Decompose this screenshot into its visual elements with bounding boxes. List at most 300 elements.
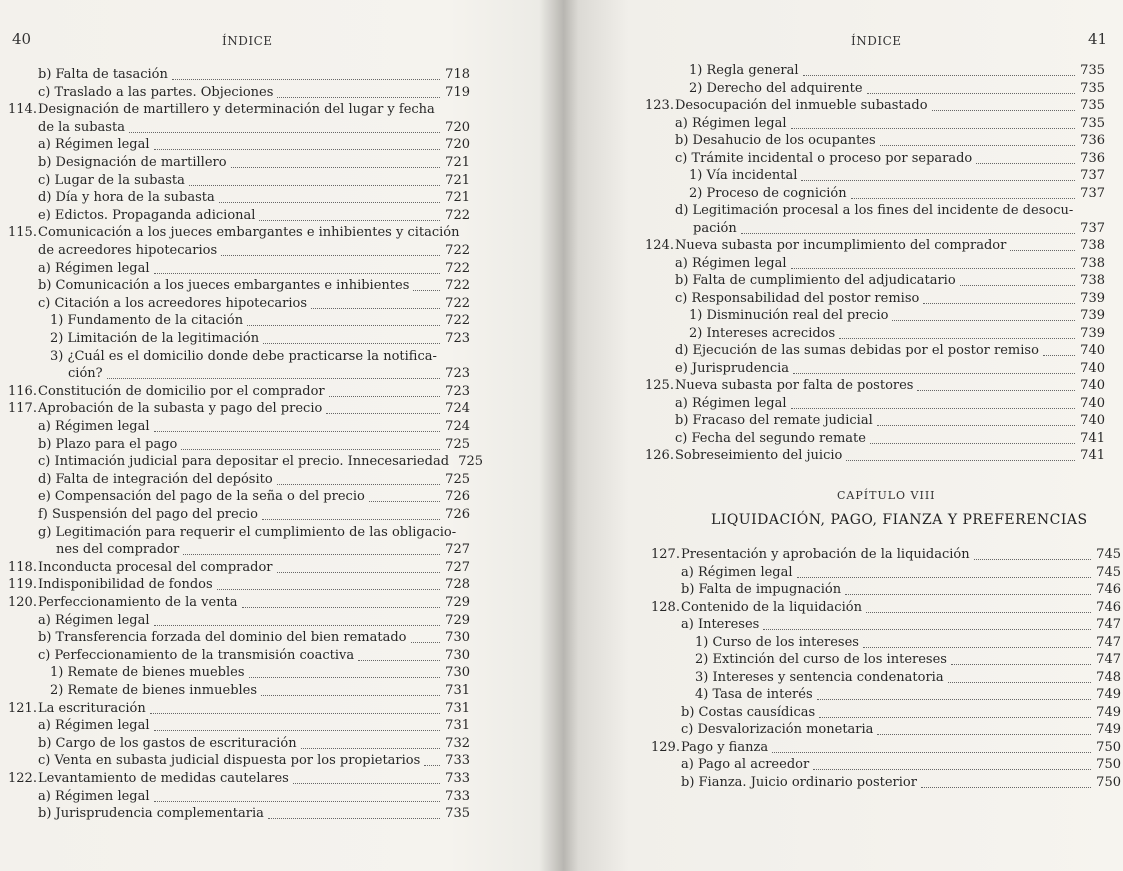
dot-leader xyxy=(154,419,440,432)
toc-entry xyxy=(675,342,1105,360)
dot-leader xyxy=(219,190,440,203)
toc-entry-title: 2) Extinción del curso de los intereses xyxy=(695,652,947,667)
toc-entry-title: b) Costas causídicas xyxy=(681,704,816,720)
dot-leader xyxy=(154,261,440,274)
dot-leader xyxy=(1043,343,1075,356)
toc-entry-page: 737 xyxy=(1080,168,1105,183)
toc-entry-title: 3) ¿Cuál es el domicilio donde debe practicarse la notifica- xyxy=(50,348,437,364)
toc-entry xyxy=(38,154,470,172)
toc-entry-title: g) Legitimación para requerir el cumplimiento de las obligacio- xyxy=(38,524,457,540)
toc-entry-page: 740 xyxy=(1080,413,1105,428)
toc-entry-page: 722 xyxy=(445,295,470,311)
toc-entry-page: 735 xyxy=(1080,98,1105,113)
toc-entry xyxy=(8,594,470,612)
toc-entry-page: 749 xyxy=(1096,687,1121,702)
toc-entry-title: b) Fianza. Juicio ordinario posterior xyxy=(681,774,917,790)
toc-entry-page: 731 xyxy=(445,683,470,698)
toc-entry-page: 723 xyxy=(445,383,470,399)
dot-leader xyxy=(217,577,440,590)
toc-entry-title: 3) Intereses y sentencia condenatoria xyxy=(695,669,944,685)
dot-leader xyxy=(791,116,1075,129)
dot-leader xyxy=(1010,238,1075,251)
toc-entry xyxy=(681,756,1121,774)
toc-entry xyxy=(38,629,470,647)
toc-entry-title: d) Legitimación procesal a los fines del incidente de desocu- xyxy=(675,203,1074,218)
toc-entry-page: 730 xyxy=(445,630,470,646)
dot-leader xyxy=(846,448,1075,461)
toc-entry-number: 123. xyxy=(645,98,674,113)
toc-entry xyxy=(689,325,1105,343)
dot-leader xyxy=(803,63,1075,76)
dot-leader xyxy=(424,753,440,766)
toc-entry-title: c) Perfeccionamiento de la transmisión coactiva xyxy=(38,647,355,663)
toc-entry-page: 719 xyxy=(445,84,470,100)
dot-leader xyxy=(741,221,1075,234)
toc-entry-title: b) Falta de tasación xyxy=(38,67,168,82)
dot-leader xyxy=(801,168,1075,181)
toc-entry-page: 739 xyxy=(1080,290,1105,306)
toc-entry xyxy=(689,80,1105,98)
toc-entry xyxy=(38,488,470,506)
dot-leader xyxy=(311,296,440,309)
toc-entry-title: b) Jurisprudencia complementaria xyxy=(38,806,264,822)
toc-entry-title: Constitución de domicilio por el comprador xyxy=(38,383,325,399)
toc-entry xyxy=(38,805,470,823)
toc-entry-page: 738 xyxy=(1080,273,1105,288)
toc-entry-title: Sobreseimiento del juicio xyxy=(675,448,843,463)
toc-entry xyxy=(38,136,470,154)
toc-entry-page: 730 xyxy=(445,665,470,681)
dot-leader xyxy=(369,489,440,502)
toc-entry-title: a) Intereses xyxy=(681,617,760,632)
toc-entry-title: 1) Vía incidental xyxy=(689,168,798,183)
toc-entry xyxy=(675,290,1105,308)
toc-entry-page: 735 xyxy=(1080,80,1105,96)
toc-entry-number: 122. xyxy=(8,771,37,786)
toc-entry xyxy=(38,506,470,524)
toc-entry-page: 733 xyxy=(445,788,470,804)
page-number: 40 xyxy=(12,30,32,48)
toc-entry xyxy=(645,237,1105,255)
dot-leader xyxy=(892,308,1075,321)
toc-entry xyxy=(38,524,456,542)
toc-entry-page: 733 xyxy=(445,771,470,786)
toc-entry-title: c) Desvalorización monetaria xyxy=(681,722,874,737)
toc-entry-page: 727 xyxy=(445,559,470,575)
right-page xyxy=(565,0,1123,871)
toc-entry xyxy=(8,559,470,577)
toc-entry xyxy=(695,651,1121,669)
toc-entry xyxy=(68,365,470,383)
toc-entry xyxy=(50,682,470,700)
toc-entry xyxy=(675,272,1105,290)
toc-entry-page: 722 xyxy=(445,278,470,294)
toc-entry-title: Levantamiento de medidas cautelares xyxy=(38,771,289,786)
dot-leader xyxy=(763,617,1091,630)
toc-entry-page: 731 xyxy=(445,718,470,734)
dot-leader xyxy=(154,718,440,731)
toc-entry-number: 125. xyxy=(645,378,674,393)
toc-entry-page: 737 xyxy=(1080,220,1105,236)
toc-entry-title: La escrituración xyxy=(38,700,146,716)
dot-leader xyxy=(221,243,440,256)
toc-entry-title: Desocupación del inmueble subastado xyxy=(675,98,928,113)
toc-entry-page: 738 xyxy=(1080,255,1105,271)
toc-entry-title: Inconducta procesal del comprador xyxy=(38,559,273,575)
dot-leader xyxy=(921,775,1091,788)
toc-entry-page: 721 xyxy=(445,155,470,170)
toc-entry-number: 115. xyxy=(8,225,37,241)
toc-entry-number: 126. xyxy=(645,448,674,463)
dot-leader xyxy=(917,378,1075,391)
toc-entry xyxy=(38,66,470,84)
toc-entry xyxy=(38,735,470,753)
toc-entry xyxy=(38,295,470,313)
toc-entry-title: a) Pago al acreedor xyxy=(681,757,810,772)
toc-entry-page: 738 xyxy=(1080,238,1105,253)
dot-leader xyxy=(948,670,1091,683)
toc-entry xyxy=(38,647,470,665)
toc-entry-title: c) Responsabilidad del postor remiso xyxy=(675,290,920,306)
dot-leader xyxy=(813,757,1091,770)
toc-entry-number: 124. xyxy=(645,238,674,253)
toc-entry xyxy=(38,612,470,630)
toc-entry-page: 729 xyxy=(445,595,470,610)
toc-entry xyxy=(645,447,1105,465)
toc-entry xyxy=(8,770,470,788)
dot-leader xyxy=(960,273,1075,286)
toc-entry-title: d) Falta de integración del depósito xyxy=(38,471,273,487)
toc-entry-title: b) Falta de impugnación xyxy=(681,582,842,597)
toc-entry-title: e) Compensación del pago de la seña o del precio xyxy=(38,489,365,505)
toc-entry xyxy=(689,185,1105,203)
toc-entry-page: 739 xyxy=(1080,308,1105,323)
toc-entry-page: 722 xyxy=(445,243,470,258)
chapter-title: LIQUIDACIÓN, PAGO, FIANZA Y PREFERENCIAS xyxy=(711,512,1088,528)
toc-entry xyxy=(8,101,435,119)
toc-entry-title: a) Régimen legal xyxy=(38,718,150,734)
dot-leader xyxy=(293,771,440,784)
toc-entry-page: 736 xyxy=(1080,150,1105,166)
toc-entry xyxy=(38,788,470,806)
dot-leader xyxy=(172,67,440,80)
toc-entry-number: 129. xyxy=(651,739,680,755)
toc-entry-title: nes del comprador xyxy=(56,542,180,558)
toc-entry xyxy=(651,546,1121,564)
toc-entry-number: 116. xyxy=(8,383,37,399)
toc-entry-title: b) Designación de martillero xyxy=(38,155,227,170)
toc-entry-title: a) Régimen legal xyxy=(38,612,150,628)
toc-entry-page: 722 xyxy=(445,313,470,329)
toc-entry-title: 2) Remate de bienes inmuebles xyxy=(50,683,258,698)
dot-leader xyxy=(932,98,1075,111)
dot-leader xyxy=(183,542,440,555)
toc-entry-number: 114. xyxy=(8,102,37,118)
toc-entry-title: Perfeccionamiento de la venta xyxy=(38,595,238,610)
toc-entry xyxy=(38,207,470,225)
toc-entry-number: 117. xyxy=(8,401,37,417)
toc-entry-title: b) Plazo para el pago xyxy=(38,436,178,452)
toc-entry-title: 4) Tasa de interés xyxy=(695,687,813,702)
toc-entry-page: 732 xyxy=(445,735,470,751)
toc-entry-page: 747 xyxy=(1096,617,1121,632)
toc-entry-title: c) Trámite incidental o proceso por separado xyxy=(675,150,973,166)
toc-entry xyxy=(689,62,1105,80)
dot-leader xyxy=(839,326,1075,339)
toc-entry xyxy=(50,664,470,682)
toc-entry-page: 750 xyxy=(1096,757,1121,772)
toc-entry xyxy=(38,119,470,137)
dot-leader xyxy=(154,789,440,802)
toc-entry-title: b) Desahucio de los ocupantes xyxy=(675,133,876,148)
toc-entry xyxy=(38,752,470,770)
dot-leader xyxy=(797,565,1091,578)
toc-entry-title: c) Venta en subasta judicial dispuesta por los propietarios xyxy=(38,753,421,769)
toc-entry-page: 718 xyxy=(445,67,470,82)
toc-entry-page: 741 xyxy=(1080,430,1105,446)
toc-entry xyxy=(8,576,470,594)
dot-leader xyxy=(877,413,1075,426)
toc-entry-page: 729 xyxy=(445,612,470,628)
toc-entry xyxy=(695,686,1121,704)
toc-entry xyxy=(50,330,470,348)
toc-entry xyxy=(50,348,437,366)
toc-entry-page: 725 xyxy=(445,471,470,487)
toc-entry-page: 731 xyxy=(445,700,470,716)
toc-entry-title: 2) Proceso de cognición xyxy=(689,185,847,201)
toc-entry-title: e) Edictos. Propaganda adicional xyxy=(38,207,256,223)
toc-entry-page: 725 xyxy=(458,454,484,470)
toc-entry-title: a) Régimen legal xyxy=(38,419,150,434)
toc-entry xyxy=(681,581,1121,599)
toc-entry-page: 740 xyxy=(1080,378,1105,393)
dot-leader xyxy=(772,740,1091,753)
toc-entry xyxy=(8,700,470,718)
toc-entry xyxy=(645,97,1105,115)
toc-entry-page: 750 xyxy=(1096,774,1121,790)
dot-leader xyxy=(413,278,440,291)
toc-entry xyxy=(675,150,1105,168)
toc-entry-page: 750 xyxy=(1096,739,1121,755)
dot-leader xyxy=(793,361,1075,374)
toc-entry-title: c) Citación a los acreedores hipotecarios xyxy=(38,295,307,311)
toc-entry xyxy=(38,418,470,436)
toc-entry-page: 723 xyxy=(445,366,470,382)
dot-leader xyxy=(851,186,1075,199)
toc-entry-page: 736 xyxy=(1080,133,1105,148)
dot-leader xyxy=(231,155,440,168)
running-head: ÍNDICE xyxy=(851,34,902,48)
toc-entry xyxy=(681,721,1121,739)
dot-leader xyxy=(951,652,1091,665)
toc-entry-title: c) Lugar de la subasta xyxy=(38,172,185,188)
toc-entry-title: pación xyxy=(693,220,737,236)
toc-entry-title: Presentación y aprobación de la liquidación xyxy=(681,547,970,562)
dot-leader xyxy=(242,595,440,608)
dot-leader xyxy=(866,600,1091,613)
toc-entry-page: 728 xyxy=(445,577,470,593)
toc-entry-title: c) Fecha del segundo remate xyxy=(675,430,866,446)
toc-entry-page: 740 xyxy=(1080,395,1105,411)
toc-entry xyxy=(675,202,1073,220)
toc-entry-page: 721 xyxy=(445,190,470,206)
toc-entry-title: Indisponibilidad de fondos xyxy=(38,577,213,593)
toc-entry-number: 120. xyxy=(8,595,37,610)
toc-entry-page: 724 xyxy=(445,401,470,417)
page-number: 41 xyxy=(1088,30,1108,48)
toc-entry-number: 121. xyxy=(8,700,37,716)
toc-entry-page: 735 xyxy=(445,806,470,822)
dot-leader xyxy=(249,665,440,678)
dot-leader xyxy=(867,81,1075,94)
toc-entry-page: 746 xyxy=(1096,599,1121,615)
toc-entry xyxy=(681,774,1121,792)
toc-entry xyxy=(675,412,1105,430)
running-head: ÍNDICE xyxy=(222,34,273,48)
toc-entry-page: 725 xyxy=(445,436,470,452)
toc-entry xyxy=(695,669,1121,687)
toc-entry-page: 747 xyxy=(1096,634,1121,650)
toc-entry-title: 1) Regla general xyxy=(689,63,799,78)
dot-leader xyxy=(870,431,1075,444)
toc-entry-title: a) Régimen legal xyxy=(675,255,787,271)
toc-entry-title: d) Ejecución de las sumas debidas por el postor remiso xyxy=(675,343,1039,358)
toc-entry-page: 721 xyxy=(445,172,470,188)
toc-entry xyxy=(681,616,1121,634)
toc-entry-page: 745 xyxy=(1096,564,1121,580)
dot-leader xyxy=(791,256,1075,269)
toc-entry-title: b) Falta de cumplimiento del adjudicatario xyxy=(675,273,956,288)
toc-entry xyxy=(38,260,470,278)
toc-entry-page: 727 xyxy=(445,542,470,558)
toc-entry-title: Contenido de la liquidación xyxy=(681,599,862,615)
toc-entry-title: b) Fracaso del remate judicial xyxy=(675,413,873,428)
toc-entry-page: 746 xyxy=(1096,582,1121,597)
toc-entry xyxy=(681,564,1121,582)
toc-entry xyxy=(681,704,1121,722)
toc-entry-page: 741 xyxy=(1080,448,1105,463)
toc-entry-title: e) Jurisprudencia xyxy=(675,360,790,376)
toc-entry xyxy=(38,436,470,454)
toc-entry-title: Pago y fianza xyxy=(681,739,769,755)
toc-entry-page: 723 xyxy=(445,331,470,346)
dot-leader xyxy=(107,366,440,379)
dot-leader xyxy=(154,613,440,626)
dot-leader xyxy=(129,120,440,133)
toc-entry-title: Aprobación de la subasta y pago del precio xyxy=(38,401,323,417)
toc-entry-title: f) Suspensión del pago del precio xyxy=(38,507,258,522)
toc-entry xyxy=(675,115,1105,133)
toc-entry-title: ción? xyxy=(68,366,103,382)
toc-entry-title: 1) Curso de los intereses xyxy=(695,634,859,650)
toc-entry-title: de la subasta xyxy=(38,119,125,135)
toc-entry xyxy=(8,224,460,242)
toc-entry-title: d) Día y hora de la subasta xyxy=(38,190,215,206)
toc-entry xyxy=(8,400,470,418)
toc-entry xyxy=(675,395,1105,413)
toc-entry xyxy=(38,242,470,260)
toc-entry-page: 724 xyxy=(445,419,470,434)
toc-entry-title: a) Régimen legal xyxy=(38,788,150,804)
toc-entry-number: 128. xyxy=(651,599,680,615)
toc-entry xyxy=(689,307,1105,325)
toc-entry xyxy=(689,167,1105,185)
toc-entry xyxy=(651,599,1121,617)
dot-leader xyxy=(262,507,440,520)
toc-entry xyxy=(651,739,1121,757)
dot-leader xyxy=(181,437,440,450)
dot-leader xyxy=(880,133,1075,146)
dot-leader xyxy=(277,472,440,485)
dot-leader xyxy=(154,137,440,150)
dot-leader xyxy=(301,736,440,749)
toc-entry-title: c) Intimación judicial para depositar el precio. Innecesariedad xyxy=(38,454,450,470)
dot-leader xyxy=(329,384,440,397)
dot-leader xyxy=(791,396,1075,409)
toc-entry-title: Nueva subasta por incumplimiento del comprador xyxy=(675,238,1007,253)
toc-entry-title: a) Régimen legal xyxy=(38,260,150,276)
toc-entry xyxy=(38,189,470,207)
dot-leader xyxy=(819,705,1091,718)
dot-leader xyxy=(263,331,440,344)
toc-entry-title: b) Cargo de los gastos de escrituración xyxy=(38,735,297,751)
dot-leader xyxy=(863,635,1091,648)
toc-entry-page: 720 xyxy=(445,119,470,135)
toc-entry-page: 720 xyxy=(445,137,470,153)
dot-leader xyxy=(411,630,441,643)
toc-entry-page: 740 xyxy=(1080,343,1105,358)
toc-entry xyxy=(56,541,470,559)
toc-entry-title: 2) Limitación de la legitimación xyxy=(50,331,260,346)
toc-entry-title: Nueva subasta por falta de postores xyxy=(675,378,914,393)
dot-leader xyxy=(326,401,440,414)
toc-entry-page: 740 xyxy=(1080,360,1105,376)
dot-leader xyxy=(877,722,1091,735)
toc-entry-title: a) Régimen legal xyxy=(675,395,787,411)
toc-entry-title: Comunicación a los jueces embargantes e inhibientes y citación xyxy=(38,225,460,241)
toc-entry xyxy=(38,84,470,102)
toc-entry-page: 749 xyxy=(1096,704,1121,720)
toc-entry-title: 1) Disminución real del precio xyxy=(689,308,889,323)
dot-leader xyxy=(259,208,440,221)
toc-entry-number: 127. xyxy=(651,547,680,562)
dot-leader xyxy=(974,547,1091,560)
toc-entry-title: 1) Remate de bienes muebles xyxy=(50,665,245,681)
toc-entry-page: 722 xyxy=(445,260,470,276)
toc-entry-page: 739 xyxy=(1080,325,1105,341)
toc-entry xyxy=(38,471,470,489)
dot-leader xyxy=(358,648,440,661)
toc-entry xyxy=(38,717,470,735)
toc-entry-page: 735 xyxy=(1080,63,1105,78)
toc-entry-number: 118. xyxy=(8,559,37,575)
toc-entry-page: 730 xyxy=(445,647,470,663)
toc-entry-title: 2) Intereses acrecidos xyxy=(689,325,836,341)
dot-leader xyxy=(923,291,1075,304)
toc-entry-page: 726 xyxy=(445,489,470,505)
toc-entry-page: 748 xyxy=(1096,669,1121,685)
toc-entry-title: c) Traslado a las partes. Objeciones xyxy=(38,84,274,100)
toc-entry-title: a) Régimen legal xyxy=(38,137,150,153)
left-page xyxy=(0,0,560,871)
toc-entry-page: 749 xyxy=(1096,722,1121,737)
toc-entry-number: 119. xyxy=(8,577,37,593)
toc-entry xyxy=(693,220,1105,238)
dot-leader xyxy=(189,173,440,186)
toc-entry-title: a) Régimen legal xyxy=(675,115,787,131)
toc-entry-title: 2) Derecho del adquirente xyxy=(689,80,863,96)
toc-entry-page: 737 xyxy=(1080,185,1105,201)
